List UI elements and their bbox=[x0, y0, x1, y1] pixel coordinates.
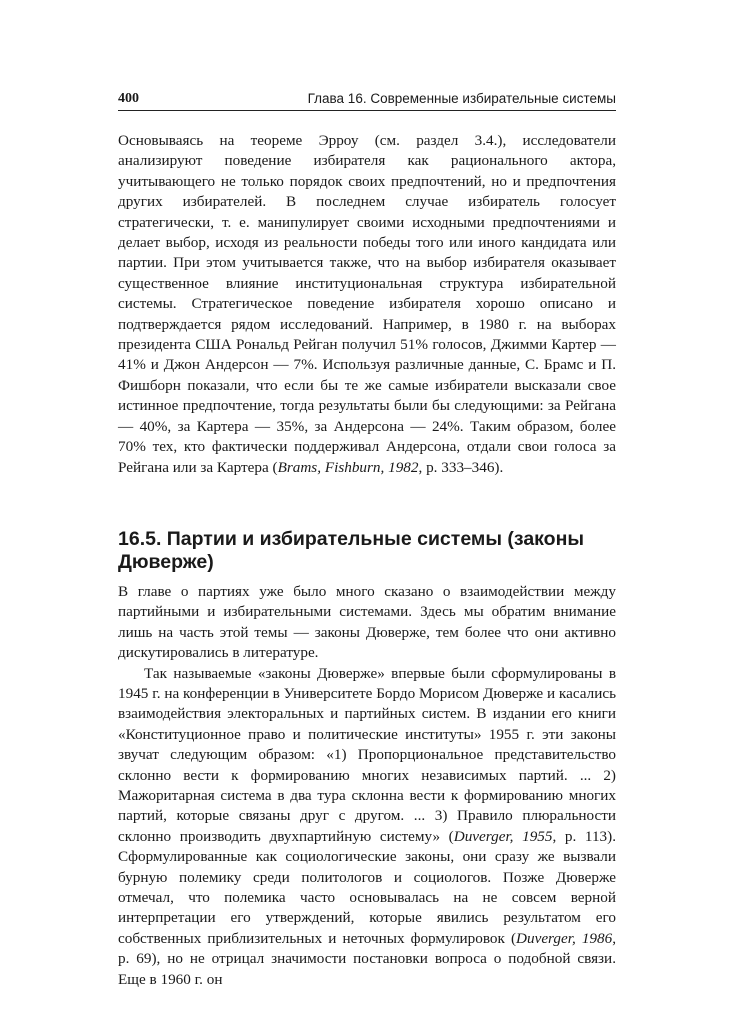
book-page bbox=[118, 86, 616, 990]
p2-text-2: , p. 113). Сформулированные как социологические законы, они сразу же вызвали бурную полемику среди политологов и социологов. Позже Дюверже отмечал, что полемика часто основывалась на не совсем верной интерпретации его утверждений, которые явились результатом его собственных приблизительных и неточных формулировок ( bbox=[118, 827, 616, 947]
p2-citation-1: Duverger, 1955 bbox=[453, 827, 553, 845]
running-head bbox=[118, 86, 616, 111]
p2-citation-2: Duverger, 1986 bbox=[516, 929, 613, 947]
section-heading: 16.5. Партии и избирательные системы (законы Дюверже) bbox=[118, 527, 585, 573]
intro-text-2: , p. 333–346). bbox=[418, 458, 504, 476]
intro-citation: Brams, Fishburn, 1982 bbox=[277, 458, 419, 476]
page-number: 400 bbox=[118, 91, 139, 106]
chapter-running-title: Глава 16. Современные избирательные системы bbox=[307, 91, 616, 106]
section-paragraph-2 bbox=[118, 664, 616, 991]
p2-text-3: , p. 69), но не отрицал значимости постановки вопроса о подобной связи. Еще в 1960 г. он bbox=[118, 929, 616, 988]
p2-text-1: Так называемые «законы Дюверже» впервые были сформулированы в 1945 г. на конференции в Университете Бордо Морисом Дюверже и касались взаимодействия электоральных и партийных систем. В издании его книги «Конституционное право и политические институты» 1955 г. эти законы звучат следующим образом: «1) Пропорциональное представительство склонно вести к формированию многих независимых партий. ... 2) Мажоритарная система в два тура склонна вести к формированию многих партий, которые связаны друг с другом. ... 3) Правило плюральности склонно производить двухпартийную систему» ( bbox=[118, 664, 616, 845]
section-paragraph-1: В главе о партиях уже было много сказано о взаимодействии между партийными и избирательными системами. Здесь мы обратим внимание лишь на часть этой темы — законы Дюверже, тем более что они активно дискутировались в литературе. bbox=[118, 582, 616, 662]
intro-text-1: Основываясь на теореме Эрроу (см. раздел 3.4.), исследователи анализируют поведение избирателя как рационального актора, учитывающего не только порядок своих предпочтений, но и предпочтения других избирателей. В последнем случае избиратель голосует стратегически, т. е. манипулирует своими исходными предпочтениями и делает выбор, исходя из реальности победы того или иного кандидата или партии. При этом учитывается также, что на выбор избирателя оказывает существенное влияние институциональная структура избирательной системы. Стратегическое поведение избирателя хорошо описано и подтверждается рядом исследований. Например, в 1980 г. на выборах президента США Рональд Рейган получил 51% голосов, Джимми Картер — 41% и Джон Андерсон — 7%. Используя различные данные, С. Брамс и П. Фишборн показали, что если бы те же самые избиратели высказали свое истинное предпочтение, тогда результаты были бы следующими: за Рейгана — 40%, за Картера — 35%, за Андерсона — 24%. Таким образом, более 70% тех, кто фактически поддерживал Андерсона, отдали свои голоса за Рейгана или за Картера ( bbox=[118, 132, 616, 476]
intro-paragraph bbox=[118, 131, 616, 478]
